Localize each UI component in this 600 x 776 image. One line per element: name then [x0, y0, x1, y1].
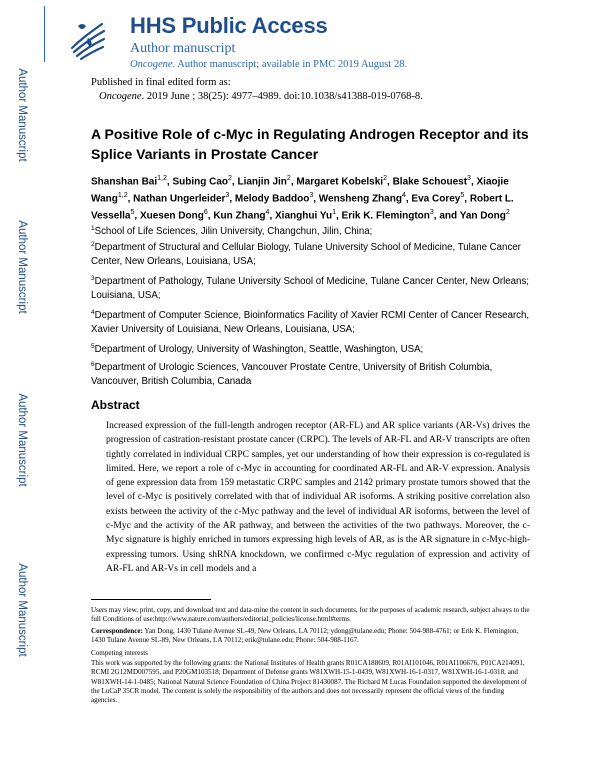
author-name: Melody Baddoo: [234, 193, 310, 205]
affiliation-number: 1: [91, 225, 95, 232]
affiliation-number: 2: [91, 241, 95, 248]
sidebar-label: Author Manuscript: [16, 563, 28, 657]
sidebar: [0, 0, 44, 776]
author-name: Lianjin Jin: [237, 176, 287, 188]
article-title: A Positive Role of c-Myc in Regulating Androgen Receptor and its Splice Variants in Prostate Cancer: [91, 126, 529, 162]
author-affiliation-mark: 3: [467, 175, 471, 182]
author-name: Subing Cao: [172, 176, 228, 188]
hhs-eagle-logo-icon: [68, 18, 108, 62]
affiliation-number: 5: [91, 343, 95, 350]
affiliation: [91, 306, 531, 336]
author-name: Blake Schouest: [392, 176, 468, 188]
header-title: HHS Public Access: [130, 13, 328, 38]
affiliation-number: 4: [91, 309, 95, 316]
author-name: Shanshan Bai: [91, 176, 158, 188]
author-name: Xianghui Yu: [275, 209, 333, 221]
author-affiliation-mark: 4: [401, 191, 406, 199]
affiliation: [91, 272, 531, 302]
author-name: Xuesen Dong: [139, 209, 204, 221]
header-availability: Oncogene. Author manuscript; available in PMC 2019 August 28.: [130, 59, 408, 70]
author-affiliation-mark: 5: [130, 208, 135, 216]
affiliation-number: 3: [91, 275, 95, 282]
author-name: Kun Zhang: [213, 209, 266, 221]
author-affiliation-mark: 3: [225, 191, 230, 199]
author-name: Eva Corey: [411, 193, 461, 205]
affiliation: [91, 340, 531, 357]
affiliation-text: Department of Pathology, Tulane University School of Medicine, Tulane Cancer Center, New Orleans; Louisiana, USA;: [91, 276, 529, 301]
affiliation: [91, 222, 531, 239]
journal-name: Oncogene: [130, 59, 173, 70]
footnote-rule: [91, 599, 211, 600]
sidebar-label: Author Manuscript: [16, 220, 28, 314]
author-name: Yan Dong: [459, 209, 506, 221]
affiliation-text: Department of Structural and Cellular Biology, Tulane University School of Medicine, Tulane Cancer Center, New Orleans, Louisiana, USA;: [91, 242, 521, 267]
author-affiliation-mark: 4: [265, 208, 270, 216]
author-name: Robert L. Vessella: [91, 193, 514, 221]
author-name: Wensheng Zhang: [318, 193, 402, 205]
affiliation: [91, 358, 531, 388]
author-name: Nathan Ungerleider: [133, 193, 226, 205]
author-list: Shanshan Bai$^{1,2}$, Subing Cao$^2$, Lianjin Jin$^2$, Margaret Kobelski$^2$, Blake Schouest$^3$, Xiaojie Wang$^{1,2}$, Nathan Ungerleider$^3$, Melody Baddoo$^3$, Wensheng Zhang$^4$, Eva Corey$^5$, Robert L. Vessella$^5$, Xuesen Dong$^6$, Kun Zhang$^4$, Xianghui Yu$^1$, Erik K. Flemington$^3$, and Yan Dong$^2$: [91, 175, 514, 221]
author-affiliation-mark: 6: [203, 208, 208, 216]
author-affiliation-mark: 2: [228, 175, 232, 182]
funding-footnote: This work was supported by the following grants: the National Institutes of Health grants R01CA188609, R01AI101046, R01AI106676, P01CA214091, RCMI 2G12MD007595, and P20GM103518; Department of Defense grants W81XWH-15-1-0439, W81XWH-16-1-0317, W81XWH-16-1-0318, and W81XWH-14-1-0485; National Natural Science Foundation of China Project 81430087. The Richard M Lucas Foundation supported the development of the LuCaP 35CR model. The content is solely the responsibility of the authors and does not necessarily represent the official views of the funding agencies.: [91, 659, 528, 705]
author-name: Margaret Kobelski: [296, 176, 384, 188]
header-subtitle: Author manuscript: [130, 41, 236, 56]
abstract-heading: Abstract: [91, 398, 140, 412]
affiliation-number: 6: [91, 361, 95, 368]
abstract-text: Increased expression of the full-length androgen receptor (AR-FL) and AR splice variants (AR-Vs) drives the progression of castration-resistant prostate cancer (CRPC). The levels of AR-FL and AR-V transcripts are often tightly correlated in individual CRPC samples, yet our understanding of how their expression is co-regulated is limited. Here, we report a role of c-Myc in accounting for coordinated AR-FL and AR-V expression. Analysis of gene expression data from 159 metastatic CRPC samples and 2142 primary prostate tumors showed that the level of c-Myc is positively correlated with that of individual AR isoforms. A striking positive correlation also exists between the activity of the c-Myc pathway and the level of individual AR isoforms, between the level of c-Myc and the activity of the AR pathway, and between the activities of the two pathways. Moreover, the c-Myc signature is highly enriched in tumors expressing high levels of AR, as is the AR signature in c-Myc-high-expressing tumors. Using shRNA knockdown, we confirmed c-Myc regulation of expression and activity of AR-FL and AR-Vs in cell models and a: [106, 421, 530, 574]
terms-footnote: Users may view, print, copy, and download text and data-mine the content in such documents, for the purposes of academic research, subject always to the full Conditions of use:http://www.nature.com/authors/editorial_policies/license.html#terms: [91, 606, 530, 624]
sidebar-label: Author Manuscript: [16, 68, 28, 162]
author-affiliation-mark: 2: [383, 175, 387, 182]
affiliation-text: School of Life Sciences, Jilin University, Changchun, Jilin, China;: [94, 226, 373, 238]
author-affiliation-mark: 1: [332, 208, 336, 216]
author-affiliation-mark: 2: [286, 175, 291, 182]
published-label: Published in final edited form as:: [91, 77, 231, 88]
author-affiliation-mark: 1,2: [117, 191, 128, 199]
competing-interests: Competing interests: [91, 649, 148, 657]
author-affiliation-mark: 1,2: [157, 175, 167, 182]
correspondence-footnote: Correspondence: Yan Dong, 1430 Tulane Avenue SL-49, New Orleans, LA 70112; ydong@tulane.edu; Phone: 504-988-4761; or Erik K. Flemington, 1430 Tulane Avenue SL-89, New Orleans, LA 70112; erik@tulane.edu; Phone: 504-988-1167.: [91, 627, 519, 645]
author-name: Xiaojie Wang: [91, 176, 509, 205]
author-name: Erik K. Flemington: [341, 209, 430, 221]
affiliation: [91, 238, 531, 268]
author-affiliation-mark: 2: [505, 208, 510, 216]
author-affiliation-mark: 3: [429, 208, 434, 216]
header-divider: [44, 6, 45, 62]
affiliation-text: Department of Computer Science, Bioinformatics Facility of Xavier RCMI Center of Cancer Research, Xavier University of Louisiana, New Orleans, Louisiana, USA;: [91, 310, 530, 335]
author-affiliation-mark: 3: [309, 191, 314, 199]
sidebar-label: Author Manuscript: [16, 393, 28, 487]
affiliation-text: Department of Urology, University of Washington, Seattle, Washington, USA;: [94, 344, 424, 356]
author-affiliation-mark: 5: [460, 191, 465, 199]
affiliation-text: Department of Urologic Sciences, Vancouver Prostate Centre, University of British Columbia, Vancouver, British Columbia, Canada: [91, 362, 493, 387]
citation: Oncogene. 2019 June ; 38(25): 4977–4989. doi:10.1038/s41388-019-0768-8.: [99, 91, 423, 102]
